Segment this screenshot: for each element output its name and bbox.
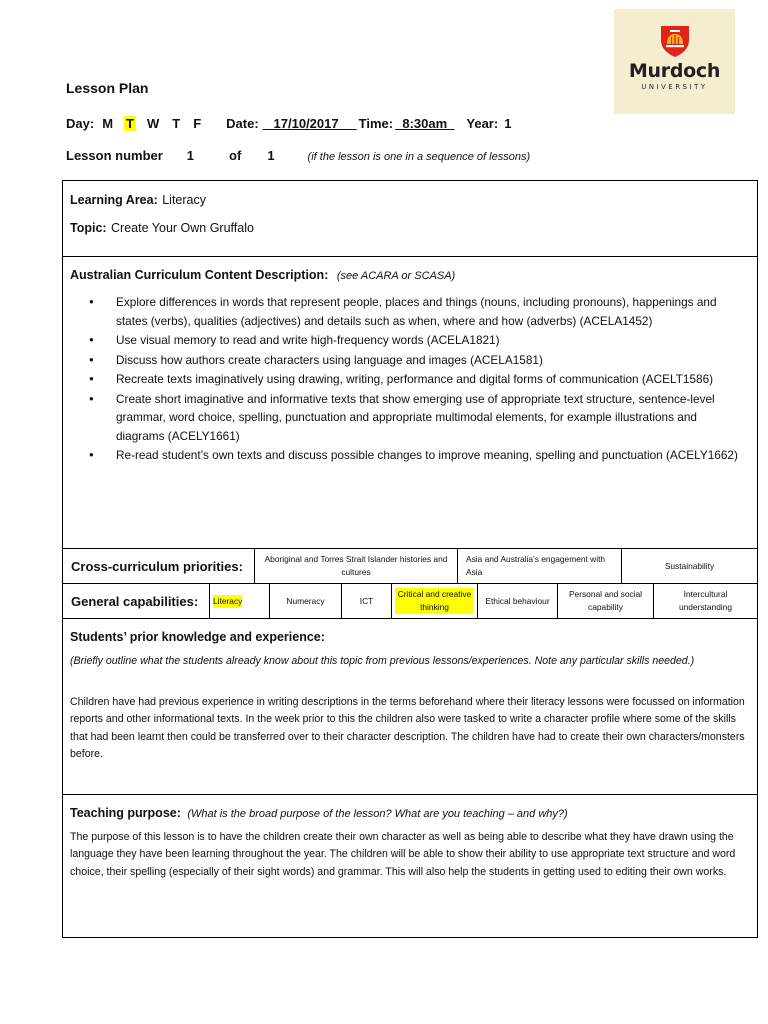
general-capabilities-label: General capabilities: [71,593,199,609]
capability-ict: ICT [341,584,391,618]
general-capabilities-section [63,584,757,619]
year-label: Year: [466,116,499,131]
date-label: Date: [226,116,259,131]
curriculum-section [63,257,757,549]
page-title: Lesson Plan [66,80,149,96]
teaching-purpose-section [63,795,757,938]
day-friday: F [193,116,202,131]
list-item: ● Re-read student’s own texts and discuss possible changes to improve meaning, spelling and punctuation (ACELY1662) [85,446,745,465]
learning-area-label: Learning Area: [70,193,158,207]
cross-item-asia: Asia and Australia’s engagement with Asia [457,549,621,583]
date-value: 17/10/2017 [273,116,339,131]
learning-area-section [63,181,757,257]
prior-knowledge-label: Students’ prior knowledge and experience: [70,630,325,644]
day-label: Day: [66,116,95,131]
day-thursday: T [172,116,181,131]
sequence-note: (if the lesson is one in a sequence of lessons) [307,151,531,163]
curriculum-label: Australian Curriculum Content Description: [70,268,329,282]
teaching-purpose-label: Teaching purpose: [70,806,181,820]
of-label: of [229,148,242,163]
university-logo [614,9,735,114]
learning-area-value: Literacy [162,193,206,207]
day-date-line [66,116,511,131]
lesson-number-label: Lesson number [66,148,163,163]
logo-name: Murdoch [628,60,721,82]
capability-ethical: Ethical behaviour [477,584,557,618]
list-item: ● Use visual memory to read and write high-frequency words (ACELA1821) [85,331,745,350]
capability-intercultural: Intercultural understanding [653,584,757,618]
of-value: 1 [267,148,275,163]
prior-knowledge-section [63,619,757,795]
time-label: Time: [358,116,394,131]
lesson-plan-table [62,180,758,938]
capability-numeracy: Numeracy [269,584,341,618]
capability-personal-social: Personal and social capability [557,584,653,618]
lesson-number-line [66,148,530,163]
topic-value: Create Your Own Gruffalo [111,221,254,235]
day-monday: M [102,116,114,131]
capability-critical-thinking: Critical and creative thinking [391,584,477,618]
cross-curriculum-section [63,549,757,584]
teaching-purpose-text: The purpose of this lesson is to have the children create their own character as well as being able to describe what they have drawn using the language they have been learning throughout the year. The children will be able to show their ability to use appropriate text structure and word choice, their spelling (especially of their sight words) and grammar. This will also help the students in getting used to editing their own works. [70,831,736,878]
cross-item-sustainability: Sustainability [621,549,757,583]
list-item: ● Recreate texts imaginatively using drawing, writing, performance and digital forms of communication (ACELT1586) [85,370,745,389]
capability-literacy: Literacy [209,584,269,618]
curriculum-note: (see ACARA or SCASA) [336,270,456,282]
list-item: ● Create short imaginative and informative texts that show emerging use of appropriate text structure, sentence-level grammar, word choice, spelling, punctuation and appropriate multimodal elements, for example illustrations and diagrams (ACELY1661) [85,390,745,446]
time-value: 8:30am [402,116,448,131]
list-item: ● Explore differences in words that represent people, places and things (nouns, including pronouns), happenings and states (verbs), qualities (adjectives) and details such as when, where and how (adverbs) (ACELA1452) [85,293,745,330]
topic-label: Topic: [70,221,107,235]
teaching-purpose-instruction: (What is the broad purpose of the lesson? What are you teaching – and why?) [187,808,568,820]
cross-curriculum-label: Cross-curriculum priorities: [71,558,243,574]
prior-knowledge-instruction: (Briefly outline what the students already know about this topic from previous lessons/experiences. Note any particular skills needed.) [70,655,695,667]
year-value: 1 [504,116,512,131]
list-item: ● Discuss how authors create characters using language and images (ACELA1581) [85,351,745,370]
cross-item-aboriginal: Aboriginal and Torres Strait Islander histories and cultures [254,549,457,583]
prior-knowledge-text: Children have had previous experience in writing descriptions in the terms beforehand where their literacy lessons were focussed on information reports and other informational texts. In the week prior to this the children also were tasked to write a character profile where some of the skills that had been learnt then could be transferred over to their character description. The children have had to create their own characters/monsters before. [70,696,745,760]
day-wednesday: W [146,116,160,131]
shield-icon [658,24,692,58]
logo-subtitle: UNIVERSITY [641,83,708,91]
lesson-number-value: 1 [186,148,195,163]
curriculum-list [85,293,745,466]
day-tuesday: T [126,116,134,131]
